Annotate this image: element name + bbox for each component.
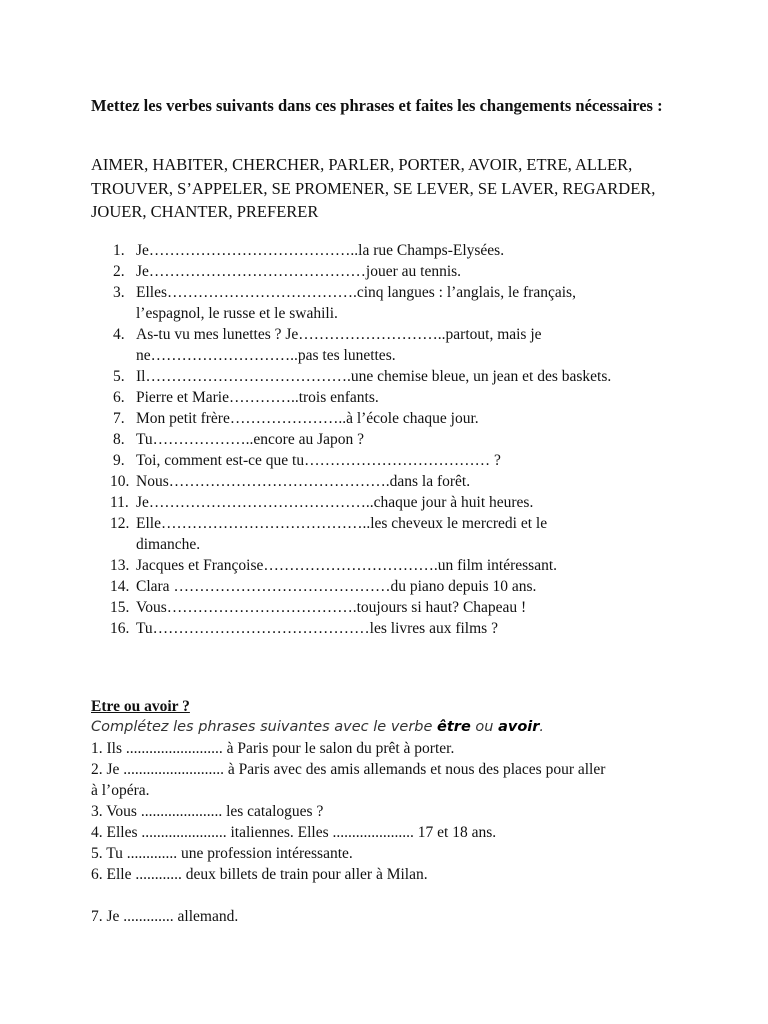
item-text: Nous…………………………………….dans la forêt.: [136, 473, 471, 490]
exercise1-item: [95, 513, 695, 555]
instruction-text: Complétez les phrases suivantes avec le verbe: [91, 719, 438, 735]
item-text: Elles……………………………….cinq langues : l’anglais, le français,: [136, 284, 576, 301]
exercise2-item: 7. Je ............. allemand.: [91, 908, 239, 925]
item-text-continued: l’espagnol, le russe et le swahili.: [136, 305, 338, 322]
item-text: Elle…………………………………..les cheveux le mercredi et le: [136, 515, 548, 532]
item-number: 2.: [113, 263, 125, 280]
item-number: 15.: [110, 599, 130, 616]
item-text: Clara ……………………………………du piano depuis 10 ans.: [136, 578, 537, 595]
item-number: 9.: [113, 452, 125, 469]
item-text: Tu………………..encore au Japon ?: [136, 431, 365, 448]
item-number: 6.: [113, 389, 125, 406]
exercise1-item: [95, 450, 695, 471]
exercise1-item: [95, 471, 695, 492]
exercise2-title: Etre ou avoir ?: [91, 698, 190, 715]
exercise2-item: 4. Elles ...................... italiennes. Elles ..................... 17 et 18 ans.: [91, 824, 497, 841]
item-text: Tu……………………………………les livres aux films ?: [136, 620, 498, 637]
keyword-etre: être: [437, 719, 471, 735]
exercise1-list: [95, 240, 695, 639]
exercise2-item: 2. Je .......................... à Paris avec des amis allemands et nous des places pour aller: [91, 761, 606, 778]
exercise1-item: [95, 555, 695, 576]
item-text: Toi, comment est-ce que tu……………………………… ?: [136, 452, 501, 469]
item-text: As-tu vu mes lunettes ? Je………………………..partout, mais je: [136, 326, 542, 343]
item-number: 7.: [113, 410, 125, 427]
item-number: 10.: [110, 473, 130, 490]
instruction-text: ou: [470, 719, 499, 735]
item-number: 8.: [113, 431, 125, 448]
verb-list: AIMER, HABITER, CHERCHER, PARLER, PORTER, AVOIR, ETRE, ALLER, TROUVER, S’APPELER, SE PROMENER, SE LEVER, SE LAVER, REGARDER, JOUER, CHANTER, PREFERER: [91, 155, 656, 221]
item-text: Je……………………………………..chaque jour à huit heures.: [136, 494, 534, 511]
exercise2-item: à l’opéra.: [91, 782, 150, 799]
item-text: Mon petit frère…………………..à l’école chaque jour.: [136, 410, 479, 427]
item-text-continued: dimanche.: [136, 536, 201, 553]
exercise1-item: [95, 282, 695, 324]
item-number: 13.: [110, 557, 130, 574]
exercise1-item: [95, 576, 695, 597]
exercise2-item: 3. Vous ..................... les catalogues ?: [91, 803, 324, 820]
item-text-continued: ne………………………..pas tes lunettes.: [136, 347, 396, 364]
item-text: Je…………………………………..la rue Champs-Elysées.: [136, 242, 505, 259]
item-number: 11.: [110, 494, 129, 511]
item-number: 3.: [113, 284, 125, 301]
item-text: Vous……………………………….toujours si haut? Chapeau !: [136, 599, 527, 616]
exercise1-item: [95, 387, 695, 408]
item-number: 12.: [110, 515, 130, 532]
exercise1-instruction: Mettez les verbes suivants dans ces phrases et faites les changements nécessaires :: [91, 96, 663, 115]
exercise2-item: 6. Elle ............ deux billets de train pour aller à Milan.: [91, 866, 428, 883]
exercise1-item: [95, 597, 695, 618]
item-number: 14.: [110, 578, 130, 595]
exercise1-item: [95, 261, 695, 282]
exercise1-item: [95, 408, 695, 429]
keyword-avoir: avoir: [498, 719, 540, 735]
item-text: Jacques et Françoise…………………………….un film intéressant.: [136, 557, 558, 574]
item-number: 5.: [113, 368, 125, 385]
exercise1-item: [95, 324, 695, 366]
exercise2-item: 1. Ils ......................... à Paris pour le salon du prêt à porter.: [91, 740, 455, 757]
item-text: Je……………………………………jouer au tennis.: [136, 263, 462, 280]
item-number: 4.: [113, 326, 125, 343]
item-number: 16.: [110, 620, 130, 637]
exercise1-item: [95, 429, 695, 450]
exercise2-instruction: [91, 717, 691, 737]
instruction-text: .: [539, 719, 545, 735]
exercise1-item: [95, 618, 695, 639]
exercise1-item: [95, 240, 695, 261]
exercise1-item: [95, 492, 695, 513]
exercise2-list: [91, 738, 711, 927]
item-text: Il………………………………….une chemise bleue, un jean et des baskets.: [136, 368, 612, 385]
exercise2-item: 5. Tu ............. une profession intéressante.: [91, 845, 353, 862]
exercise1-item: [95, 366, 695, 387]
item-number: 1.: [113, 242, 125, 259]
item-text: Pierre et Marie…………..trois enfants.: [136, 389, 379, 406]
